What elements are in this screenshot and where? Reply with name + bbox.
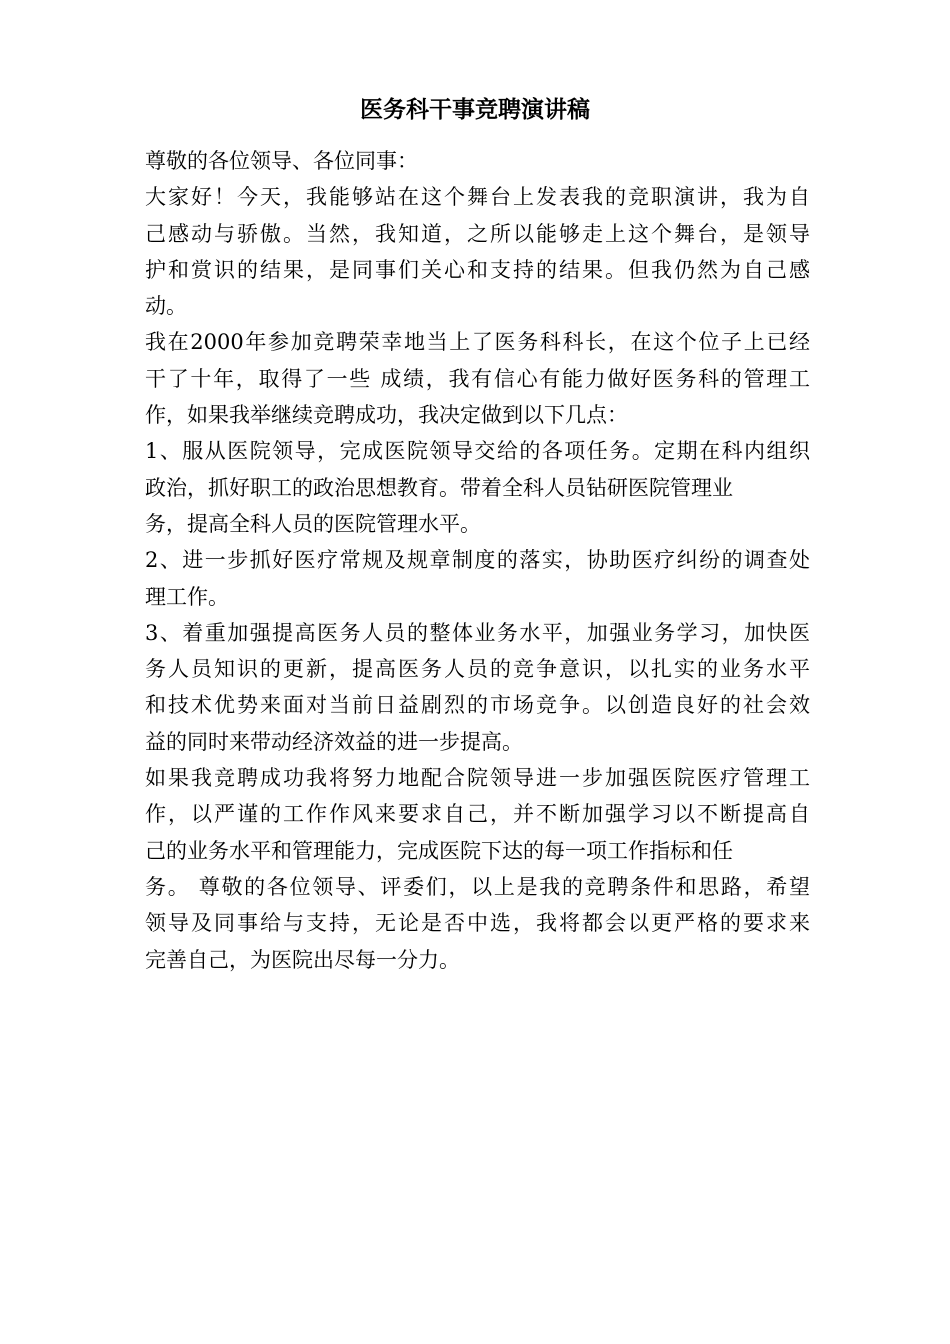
text-line: 己的业务水平和管理能力，完成医院下达的每一项工作指标和任 — [145, 838, 733, 863]
text-line: 完善自己，为医院出尽每一分力。 — [145, 947, 460, 972]
text-line: 我在2000年参加竞聘荣幸地当上了医务科科长，在这个位子上已经 — [145, 330, 810, 355]
text-line: 如果我竞聘成功我将努力地配合院领导进一步加强医院医疗管理工 — [145, 766, 810, 791]
text-line: 己感动与骄傲。当然，我知道，之所以能够走上这个舞台，是领导 — [145, 221, 810, 246]
document-title: 医务科干事竞聘演讲稿 — [360, 96, 590, 123]
text-line: 和技术优势来面对当前日益剧烈的市场竞争。以创造良好的社会效 — [145, 693, 810, 718]
text-line: 益的同时来带动经济效益的进一步提高。 — [145, 729, 523, 754]
text-line: 作，如果我举继续竞聘成功，我决定做到以下几点： — [145, 403, 628, 428]
text-line: 1、服从医院领导，完成医院领导交给的各项任务。定期在科内组织 — [145, 439, 810, 464]
document-body — [145, 143, 810, 978]
text-line: 务。 尊敬的各位领导、评委们，以上是我的竞聘条件和思路，希望 — [145, 874, 810, 899]
text-line: 尊敬的各位领导、各位同事： — [145, 149, 418, 173]
text-line: 动。 — [145, 294, 187, 319]
text-line: 大家好！今天，我能够站在这个舞台上发表我的竞职演讲，我为自 — [145, 185, 810, 210]
text-line: 理工作。 — [145, 584, 229, 609]
text-line: 作，以严谨的工作作风来要求自己，并不断加强学习以不断提高自 — [145, 802, 810, 827]
text-line: 领导及同事给与支持，无论是否中选，我将都会以更严格的要求来 — [145, 911, 810, 936]
text-line: 务人员知识的更新，提高医务人员的竞争意识，以扎实的业务水平 — [145, 657, 810, 682]
text-line: 3、着重加强提高医务人员的整体业务水平，加强业务学习，加快医 — [145, 620, 810, 645]
text-line: 政治，抓好职工的政治思想教育。带着全科人员钻研医院管理业 — [145, 475, 733, 500]
text-line: 干了十年，取得了一些 成绩，我有信心有能力做好医务科的管理工 — [145, 366, 810, 391]
text-line: 2、进一步抓好医疗常规及规章制度的落实，协助医疗纠纷的调查处 — [145, 548, 810, 573]
text-line: 护和赏识的结果，是同事们关心和支持的结果。但我仍然为自己感 — [145, 257, 810, 282]
text-line: 务，提高全科人员的医院管理水平。 — [145, 511, 481, 536]
